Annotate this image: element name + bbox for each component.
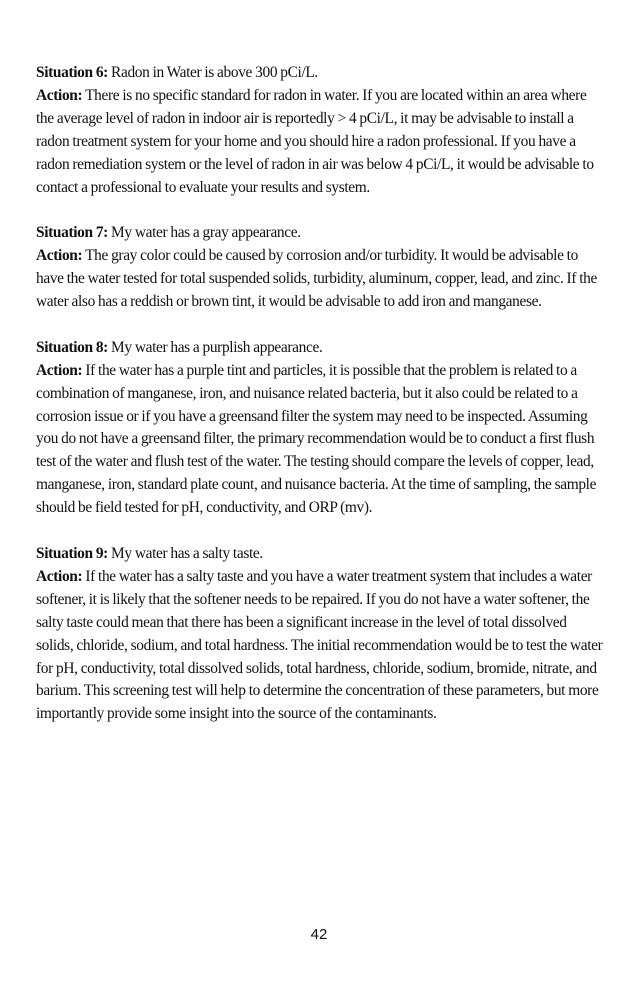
- situation-7-section: [36, 222, 604, 314]
- situation-7-label: Situation 7:: [36, 224, 108, 242]
- situation-9-action-label: Action:: [36, 567, 83, 585]
- situation-8-label: Situation 8:: [36, 338, 108, 356]
- situation-9-heading: [36, 543, 604, 566]
- situation-8-action-text: If the water has a purple tint and particles, it is possible that the problem is related to a combination of manganese, iron, and nuisance related bacteria, but it also could be related to a corrosion issue or if you have a greensand filter the system may need to be inspected. Assuming you do not have a greensand filter, the primary recommendation would be to conduct a first flush test of the water and flush test of the water. The testing should compare the levels of copper, lead, manganese, iron, standard plate count, and nuisance bacteria. At the time of sampling, the sample should be field tested for pH, conductivity, and ORP (mv).: [36, 361, 597, 517]
- situation-6-action-label: Action:: [36, 86, 83, 104]
- situation-7-action: [36, 245, 604, 314]
- situation-6-action-text: There is no specific standard for radon in water. If you are located within an area where the average level of radon in indoor air is reportedly > 4 pCi/L, it may be advisable to install a radon treatment system for your home and you should hire a radon professional. If you have a radon remediation system or the level of radon in air was below 4 pCi/L, it would be advisable to contact a professional to evaluate your results and system.: [36, 86, 594, 196]
- situation-7-action-label: Action:: [36, 247, 83, 265]
- situation-9-text: My water has a salty taste.: [107, 544, 263, 562]
- situation-6-text: Radon in Water is above 300 pCi/L.: [107, 64, 318, 81]
- situation-6-action: [36, 85, 604, 200]
- situation-8-text: My water has a purplish appearance.: [107, 338, 323, 356]
- page-body: [36, 62, 604, 749]
- situation-8-heading: [36, 337, 604, 360]
- situation-9-action-text: If the water has a salty taste and you have a water treatment system that includes a water softener, it is likely that the softener needs to be repaired. If you do not have a water softener, the salty taste could mean that there has been a significant increase in the level of total dissolved solids, chloride, sodium, and total hardness. The initial recommendation would be to test the water for pH, conductivity, total dissolved solids, total hardness, chloride, sodium, bromide, nitrate, and barium. This screening test will help to determine the concentration of these parameters, but more importantly provide some insight into the source of the contaminants.: [36, 567, 603, 723]
- situation-7-text: My water has a gray appearance.: [107, 224, 301, 242]
- situation-6-section: [36, 62, 604, 199]
- situation-8-action: [36, 360, 604, 520]
- page-number: 42: [310, 926, 328, 943]
- situation-9-section: [36, 543, 604, 726]
- situation-7-heading: [36, 222, 604, 245]
- situation-8-action-label: Action:: [36, 361, 83, 379]
- situation-7-action-text: The gray color could be caused by corrosion and/or turbidity. It would be advisable to have the water tested for total suspended solids, turbidity, aluminum, copper, lead, and zinc. If the water also has a reddish or brown tint, it would be advisable to add iron and manganese.: [36, 247, 597, 311]
- situation-9-label: Situation 9:: [36, 544, 108, 562]
- situation-6-heading: [36, 62, 604, 85]
- situation-6-label: Situation 6:: [36, 64, 108, 81]
- situation-9-action: [36, 566, 604, 726]
- situation-8-section: [36, 337, 604, 520]
